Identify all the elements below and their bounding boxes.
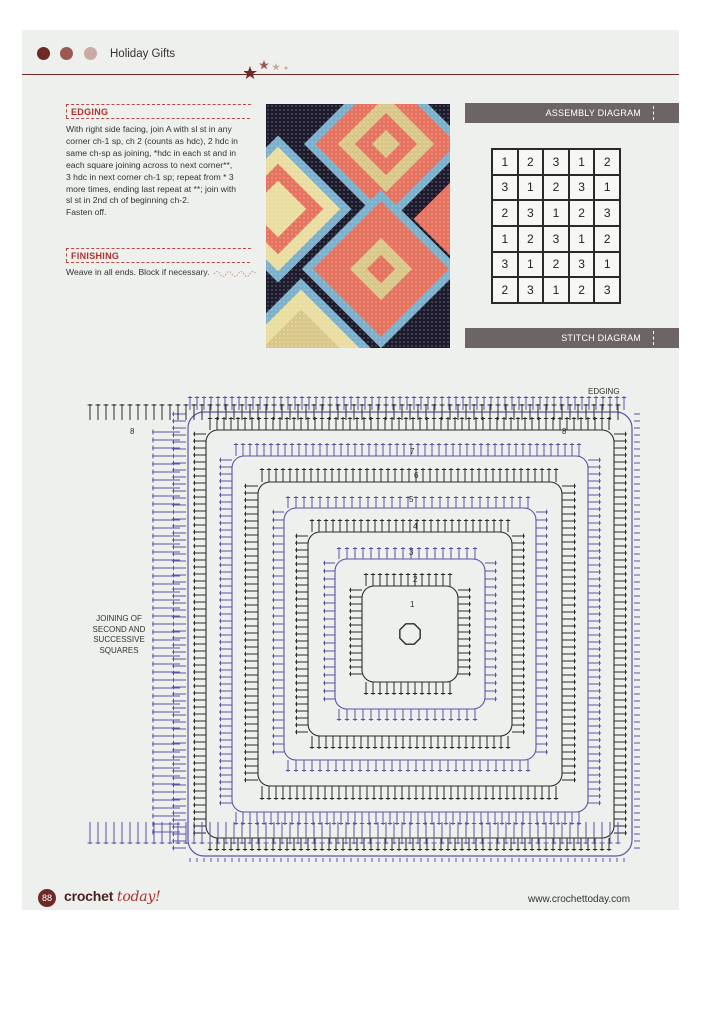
header-dot-3 xyxy=(84,47,97,60)
assembly-cell: 2 xyxy=(543,175,569,201)
assembly-cell: 2 xyxy=(518,149,544,175)
assembly-cell: 2 xyxy=(492,200,518,226)
assembly-diagram-title: ASSEMBLY DIAGRAM xyxy=(545,108,641,118)
assembly-cell: 2 xyxy=(543,252,569,278)
edging-label: EDGING xyxy=(588,387,620,396)
edging-line: corner ch-1 sp, ch 2 (counts as hdc), 2 hdc in xyxy=(66,135,238,146)
assembly-cell: 1 xyxy=(594,252,620,278)
star-decoration-icon xyxy=(244,58,294,82)
edging-heading-rule xyxy=(66,118,250,119)
assembly-cell: 1 xyxy=(569,149,595,175)
assembly-cell: 2 xyxy=(569,277,595,303)
swirl-decoration-icon xyxy=(212,268,260,278)
assembly-cell: 1 xyxy=(543,200,569,226)
assembly-cell: 1 xyxy=(492,226,518,252)
stitch-diagram-bar xyxy=(465,328,679,348)
header-rule xyxy=(22,74,679,75)
assembly-cell: 1 xyxy=(492,149,518,175)
assembly-cell: 2 xyxy=(569,200,595,226)
assembly-cell: 3 xyxy=(543,226,569,252)
assembly-cell: 3 xyxy=(518,277,544,303)
assembly-grid xyxy=(491,148,621,304)
assembly-cell: 3 xyxy=(569,252,595,278)
round-number: 8 xyxy=(562,427,567,436)
round-chain xyxy=(232,456,588,812)
edging-instructions xyxy=(66,124,256,219)
assembly-cell: 2 xyxy=(518,226,544,252)
finishing-instructions xyxy=(66,267,256,278)
assembly-cell: 1 xyxy=(543,277,569,303)
assembly-cell: 2 xyxy=(594,226,620,252)
finishing-text: Weave in all ends. Block if necessary. xyxy=(66,267,210,277)
round-number: 8 xyxy=(130,427,135,436)
brand-name: crochet xyxy=(64,888,114,904)
section-title: Holiday Gifts xyxy=(110,48,176,60)
round-number: 6 xyxy=(414,471,419,480)
assembly-cell: 1 xyxy=(569,226,595,252)
assembly-cell: 1 xyxy=(518,252,544,278)
round-number: 1 xyxy=(410,600,415,609)
assembly-cell: 1 xyxy=(594,175,620,201)
round-chain xyxy=(284,508,536,760)
edging-heading: EDGING xyxy=(71,107,109,117)
assembly-cell: 3 xyxy=(594,277,620,303)
round-number: 4 xyxy=(413,522,418,531)
edging-line: Fasten off. xyxy=(66,207,107,218)
center-ring xyxy=(400,624,420,644)
assembly-diagram-bar xyxy=(465,103,679,123)
stitch-diagram-title: STITCH DIAGRAM xyxy=(561,333,641,343)
assembly-cell: 3 xyxy=(518,200,544,226)
header-dot-2 xyxy=(60,47,73,60)
assembly-cell: 3 xyxy=(492,252,518,278)
finishing-heading: FINISHING xyxy=(71,251,120,261)
assembly-cell: 3 xyxy=(492,175,518,201)
assembly-cell: 3 xyxy=(569,175,595,201)
assembly-cell: 2 xyxy=(594,149,620,175)
page-number: 88 xyxy=(38,889,56,907)
assembly-cell: 3 xyxy=(594,200,620,226)
finishing-heading-rule xyxy=(66,262,250,263)
round-number: 2 xyxy=(413,575,418,584)
assembly-cell: 3 xyxy=(543,149,569,175)
edging-line: more times, ending last repeat at **; join with xyxy=(66,183,237,194)
website-url: www.crochettoday.com xyxy=(528,894,631,905)
round-chain xyxy=(188,412,632,856)
edging-line: With right side facing, join A with sl st in any xyxy=(66,124,232,134)
bar-dash xyxy=(653,106,655,120)
joining-label: JOINING OF SECOND AND SUCCESSIVE SQUARES xyxy=(92,614,146,655)
edging-line: same ch-sp as joining, *hdc in each st and in xyxy=(66,147,237,158)
round-number: 5 xyxy=(409,495,414,504)
assembly-cell: 1 xyxy=(518,175,544,201)
edging-line: 3 hdc in next corner ch-1 sp; repeat from * 3 xyxy=(66,171,234,182)
edging-line: each square joining across to next corner**, xyxy=(66,159,233,170)
round-number: 3 xyxy=(409,548,414,557)
blanket-photo xyxy=(266,104,450,348)
assembly-cell: 2 xyxy=(492,277,518,303)
round-number: 7 xyxy=(410,447,415,456)
bar-dash xyxy=(653,331,655,345)
edging-line: sl st in 2nd ch of beginning ch-2. xyxy=(66,195,190,206)
round-chain xyxy=(335,559,485,709)
brand-logo xyxy=(64,888,161,905)
brand-script: today! xyxy=(116,889,161,905)
round-chain xyxy=(206,430,614,838)
stitch-diagram xyxy=(80,392,640,862)
header-dot-1 xyxy=(37,47,50,60)
